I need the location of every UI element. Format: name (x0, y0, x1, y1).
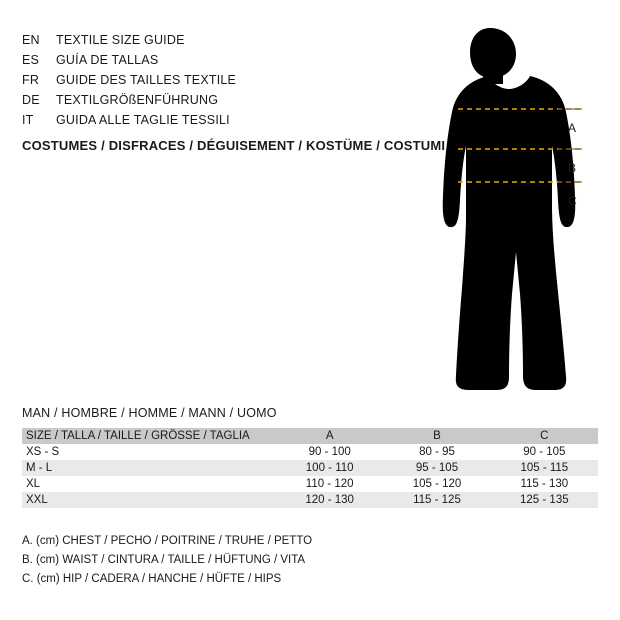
cell-a: 90 - 100 (308, 446, 351, 458)
cell-a: 120 - 130 (305, 494, 354, 506)
language-text: GUIDE DES TAILLES TEXTILE (56, 73, 237, 87)
column-header-a: A (325, 430, 334, 442)
cell-a: 100 - 110 (305, 462, 354, 474)
cell-c: 105 - 115 (520, 462, 569, 474)
cell-c: 115 - 130 (520, 478, 569, 490)
cell-a: 110 - 120 (305, 478, 354, 490)
marker-label-a: A (568, 121, 577, 135)
cell-c: 90 - 105 (523, 446, 566, 458)
cell-size: XXL (26, 494, 48, 506)
language-row (22, 50, 422, 70)
table-title: MAN / HOMBRE / HOMME / MANN / UOMO (22, 406, 277, 420)
marker-label-c: C (568, 194, 577, 208)
cell-c: 125 - 135 (520, 494, 569, 506)
body-figure (430, 20, 600, 395)
language-row (22, 110, 422, 130)
table-body (22, 444, 598, 508)
cell-size: XS - S (26, 446, 60, 458)
language-row (22, 70, 422, 90)
language-code: EN (22, 33, 40, 47)
table-row (22, 460, 598, 476)
cell-b: 115 - 125 (413, 494, 461, 506)
table-row (22, 444, 598, 460)
language-text: TEXTILGRÖßENFÜHRUNG (56, 93, 219, 107)
language-text: GUÍA DE TALLAS (56, 53, 159, 67)
section-title: COSTUMES / DISFRACES / DÉGUISEMENT / KOSTÜME / COSTUMI (22, 138, 446, 153)
measurement-notes (22, 532, 312, 589)
language-text: TEXTILE SIZE GUIDE (56, 33, 185, 47)
language-row (22, 30, 422, 50)
cell-b: 80 - 95 (419, 446, 455, 458)
note-hip: C. (cm) HIP / CADERA / HANCHE / HÜFTE / HIPS (22, 573, 282, 585)
note-waist: B. (cm) WAIST / CINTURA / TAILLE / HÜFTUNG / VITA (22, 554, 306, 566)
cell-b: 105 - 120 (412, 478, 462, 490)
cell-b: 95 - 105 (415, 462, 459, 474)
language-list (22, 30, 422, 130)
table-header (22, 428, 598, 444)
column-header-b: B (433, 430, 441, 442)
language-code: DE (22, 93, 40, 107)
language-code: IT (22, 113, 34, 127)
table-row (22, 476, 598, 492)
language-code: ES (22, 53, 40, 67)
note-chest: A. (cm) CHEST / PECHO / POITRINE / TRUHE / PETTO (22, 535, 313, 547)
cell-size: M - L (26, 462, 53, 474)
language-row (22, 90, 422, 110)
language-code: FR (22, 73, 40, 87)
cell-size: XL (26, 478, 41, 490)
size-table (22, 428, 598, 508)
table-row (22, 492, 598, 508)
marker-label-b: B (568, 161, 577, 175)
column-header-size: SIZE / TALLA / TAILLE / GRÖSSE / TAGLIA (26, 430, 250, 442)
column-header-c: C (540, 430, 549, 442)
table-header-row (22, 428, 598, 444)
language-text: GUIDA ALLE TAGLIE TESSILI (56, 113, 230, 127)
